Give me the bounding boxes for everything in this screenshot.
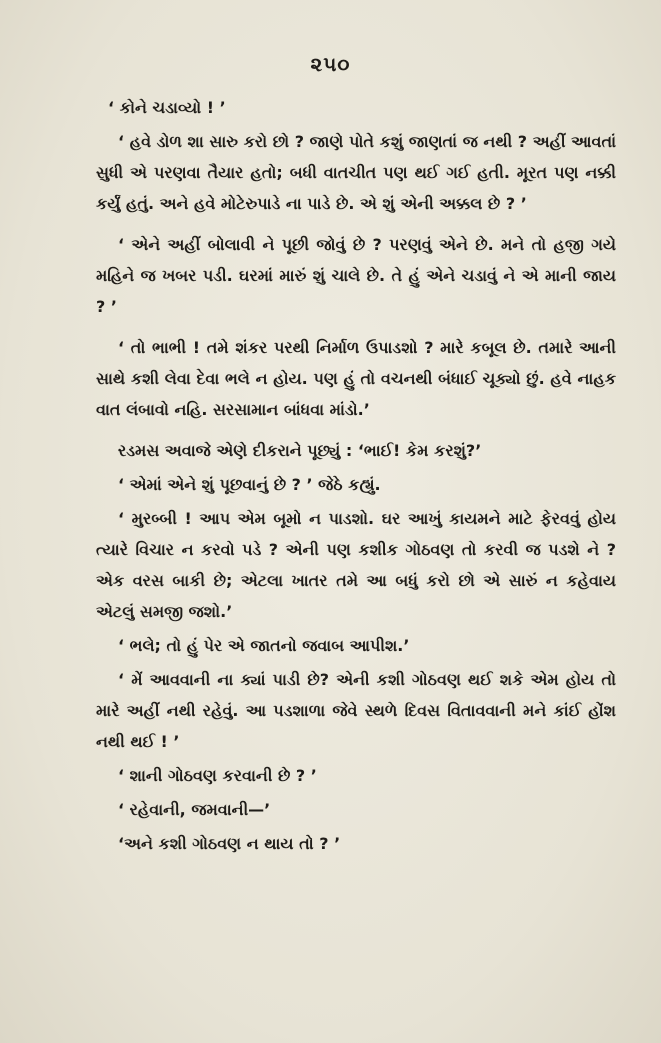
paragraph: ‘ હવે ડોળ શા સારુ કરો છો ? જાણે પોતે કશું જાણતાં જ નથી ? અહીં આવતાં સુધી એ પરણવા તૈયાર હતો; બધી વાતચીત પણ થઈ ગઈ હતી. મૂરત પણ નક્કી કર્યું હતું. અને હવે મોટેરુપાડે ના પાડે છે. એ શું એની અક્કલ છે ? ’	[96, 132, 616, 213]
page-number: ૨૫૦	[310, 52, 351, 76]
page-text	[96, 92, 616, 859]
paragraph: ‘અને કશી ગોઠવણ ન થાય તો ? ’	[118, 834, 341, 853]
paragraph: ‘ રહેવાની, જમવાની—’	[118, 800, 271, 819]
paragraph: ‘ તો ભાભી ! તમે શંકર પરથી નિર્માળ ઉપાડશો ? મારે કબૂલ છે. તમારે આની સાથે કશી લેવા દેવા ભલે ન હોય. પણ હું તો વચનથી બંધાઈ ચૂક્યો છું. હવે નાહક વાત લંબાવો નહિ. સરસામાન બાંધવા માંડો.’	[96, 338, 616, 419]
paragraph: રડમસ અવાજે એણે દીકરાને પૂછ્યું : ‘ભાઈ! કેમ કરશું?’	[118, 441, 482, 460]
paragraph: ‘ કોને ચડાવ્યો ! ’	[108, 98, 226, 117]
paragraph: ‘ મુરબ્બી ! આપ એમ બૂમો ન પાડશો. ઘર આખું કાયમને માટે ફેરવવું હોય ત્યારે વિચાર ન કરવો પડે ? એની પણ કશીક ગોઠવણ તો કરવી જ પડશે ને ? એક વરસ બાકી છે; એટલા ખાતર તમે આ બધું કરો છો એ સારું ન કહેવાય એટલું સમજી જશો.’	[96, 509, 616, 621]
paragraph: ‘ મેં આવવાની ના ક્યાં પાડી છે? એની કશી ગોઠવણ થઈ શકે એમ હોય તો મારે અહીં નથી રહેવું. આ પડશાળા જેવે સ્થળે દિવસ વિતાવવાની મને કાંઈ હોંશ નથી થઈ ! ’	[96, 670, 616, 751]
paragraph: ‘ શાની ગોઠવણ કરવાની છે ? ’	[118, 766, 317, 785]
paragraph: ‘ એને અહીં બોલાવી ને પૂછી જોવું છે ? પરણવું એને છે. મને તો હજી ગયે મહિને જ ખબર પડી. ઘરમાં મારું શું ચાલે છે. તે હું એને ચડાવું ને એ માની જાય ? ’	[96, 235, 616, 316]
paragraph: ‘ ભલે; તો હું પેર એ જાતનો જવાબ આપીશ.’	[118, 636, 410, 655]
paragraph: ‘ એમાં એને શું પૂછવાનું છે ? ’ જેઠે કહ્યું.	[118, 475, 381, 494]
